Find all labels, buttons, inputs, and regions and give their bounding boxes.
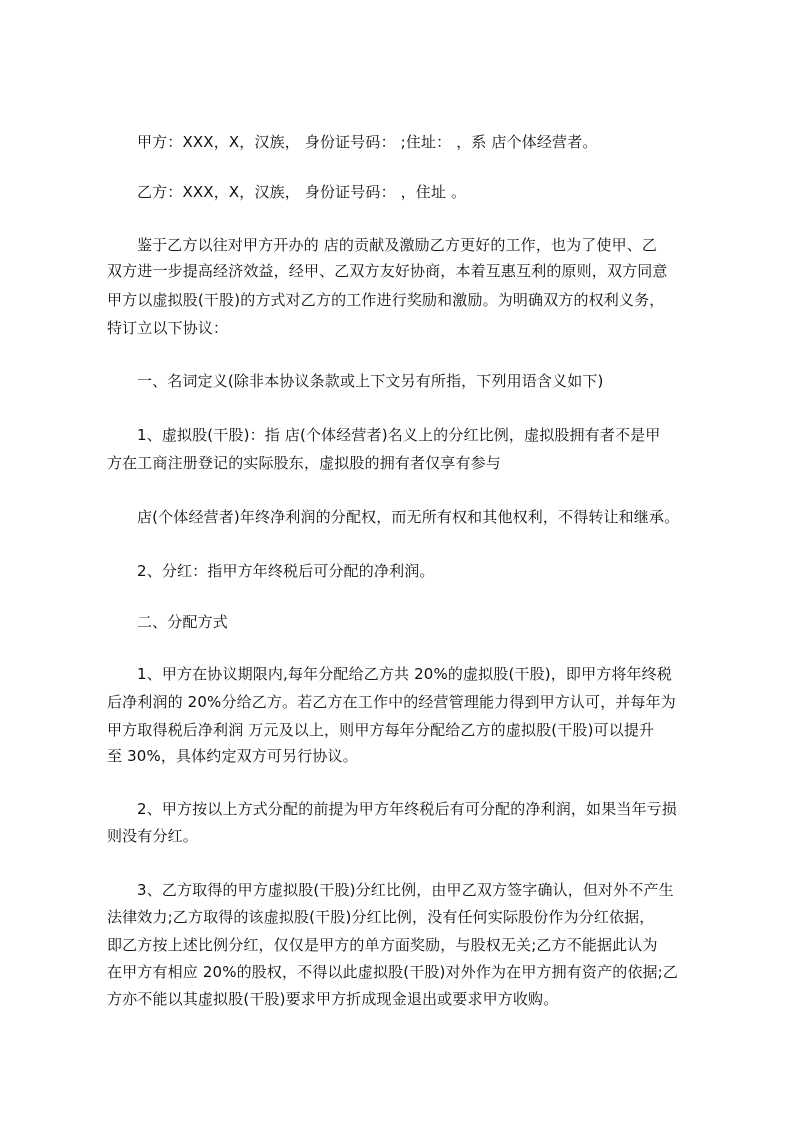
clause-3-line: 法律效力;乙方取得的该虚拟股(干股)分红比例，没有任何实际股份作为分红依据， bbox=[107, 908, 655, 926]
section-2-heading: 二、分配方式 bbox=[137, 613, 228, 631]
preamble-line: 鉴于乙方以往对甲方开办的 店的贡献及激励乙方更好的工作，也为了使甲、乙 bbox=[137, 236, 658, 254]
clause-1-line: 甲方取得税后净利润 万元及以上，则甲方每年分配给乙方的虚拟股(干股)可以提升 bbox=[107, 721, 655, 739]
definition-1-line: 1、虚拟股(干股)：指 店(个体经营者)名义上的分红比例，虚拟股拥有者不是甲 bbox=[137, 426, 661, 444]
clause-1-line: 至 30%，具体约定双方可另行协议。 bbox=[107, 747, 358, 765]
preamble-line: 特订立以下协议： bbox=[107, 319, 229, 337]
clause-3-line: 3、乙方取得的甲方虚拟股(干股)分红比例，由甲乙双方签字确认，但对外不产生 bbox=[137, 881, 674, 899]
clause-3-line: 在甲方有相应 20%的股权，不得以此虚拟股(干股)对外作为在甲方拥有资产的依据;乙 bbox=[107, 963, 679, 981]
preamble-line: 双方进一步提高经济效益，经甲、乙双方友好协商，本着互惠互利的原则，双方同意 bbox=[107, 262, 668, 280]
section-1-heading: 一、名词定义(除非本协议条款或上下文另有所指，下列用语含义如下) bbox=[137, 372, 604, 390]
preamble-line: 甲方以虚拟股(干股)的方式对乙方的工作进行奖励和激励。为明确双方的权利义务， bbox=[107, 291, 665, 309]
party-a-line: 甲方：XXX，X，汉族， 身份证号码： ;住址： ，系 店个体经营者。 bbox=[137, 133, 598, 151]
definition-1-line: 方在工商注册登记的实际股东，虚拟股的拥有者仅享有参与 bbox=[107, 454, 501, 472]
clause-2-line: 2、甲方按以上方式分配的前提为甲方年终税后有可分配的净利润，如果当年亏损 bbox=[137, 800, 677, 818]
clause-3-line: 方亦不能以其虚拟股(干股)要求甲方折成现金退出或要求甲方收购。 bbox=[107, 990, 559, 1008]
party-b-line: 乙方：XXX，X，汉族， 身份证号码： ，住址 。 bbox=[137, 183, 467, 201]
definition-2-line: 2、分红：指甲方年终税后可分配的净利润。 bbox=[137, 562, 435, 580]
clause-2-line: 则没有分红。 bbox=[107, 827, 198, 845]
clause-3-line: 即乙方按上述比例分红，仅仅是甲方的单方面奖励，与股权无关;乙方不能据此认为 bbox=[107, 936, 658, 954]
definition-1-continuation: 店(个体经营者)年终净利润的分配权，而无所有权和其他权利，不得转让和继承。 bbox=[137, 508, 680, 526]
clause-1-line: 后净利润的 20%分给乙方。若乙方在工作中的经营管理能力得到甲方认可，并每年为 bbox=[107, 693, 676, 711]
clause-1-line: 1、甲方在协议期限内,每年分配给乙方共 20%的虚拟股(干股)，即甲方将年终税 bbox=[137, 665, 672, 683]
